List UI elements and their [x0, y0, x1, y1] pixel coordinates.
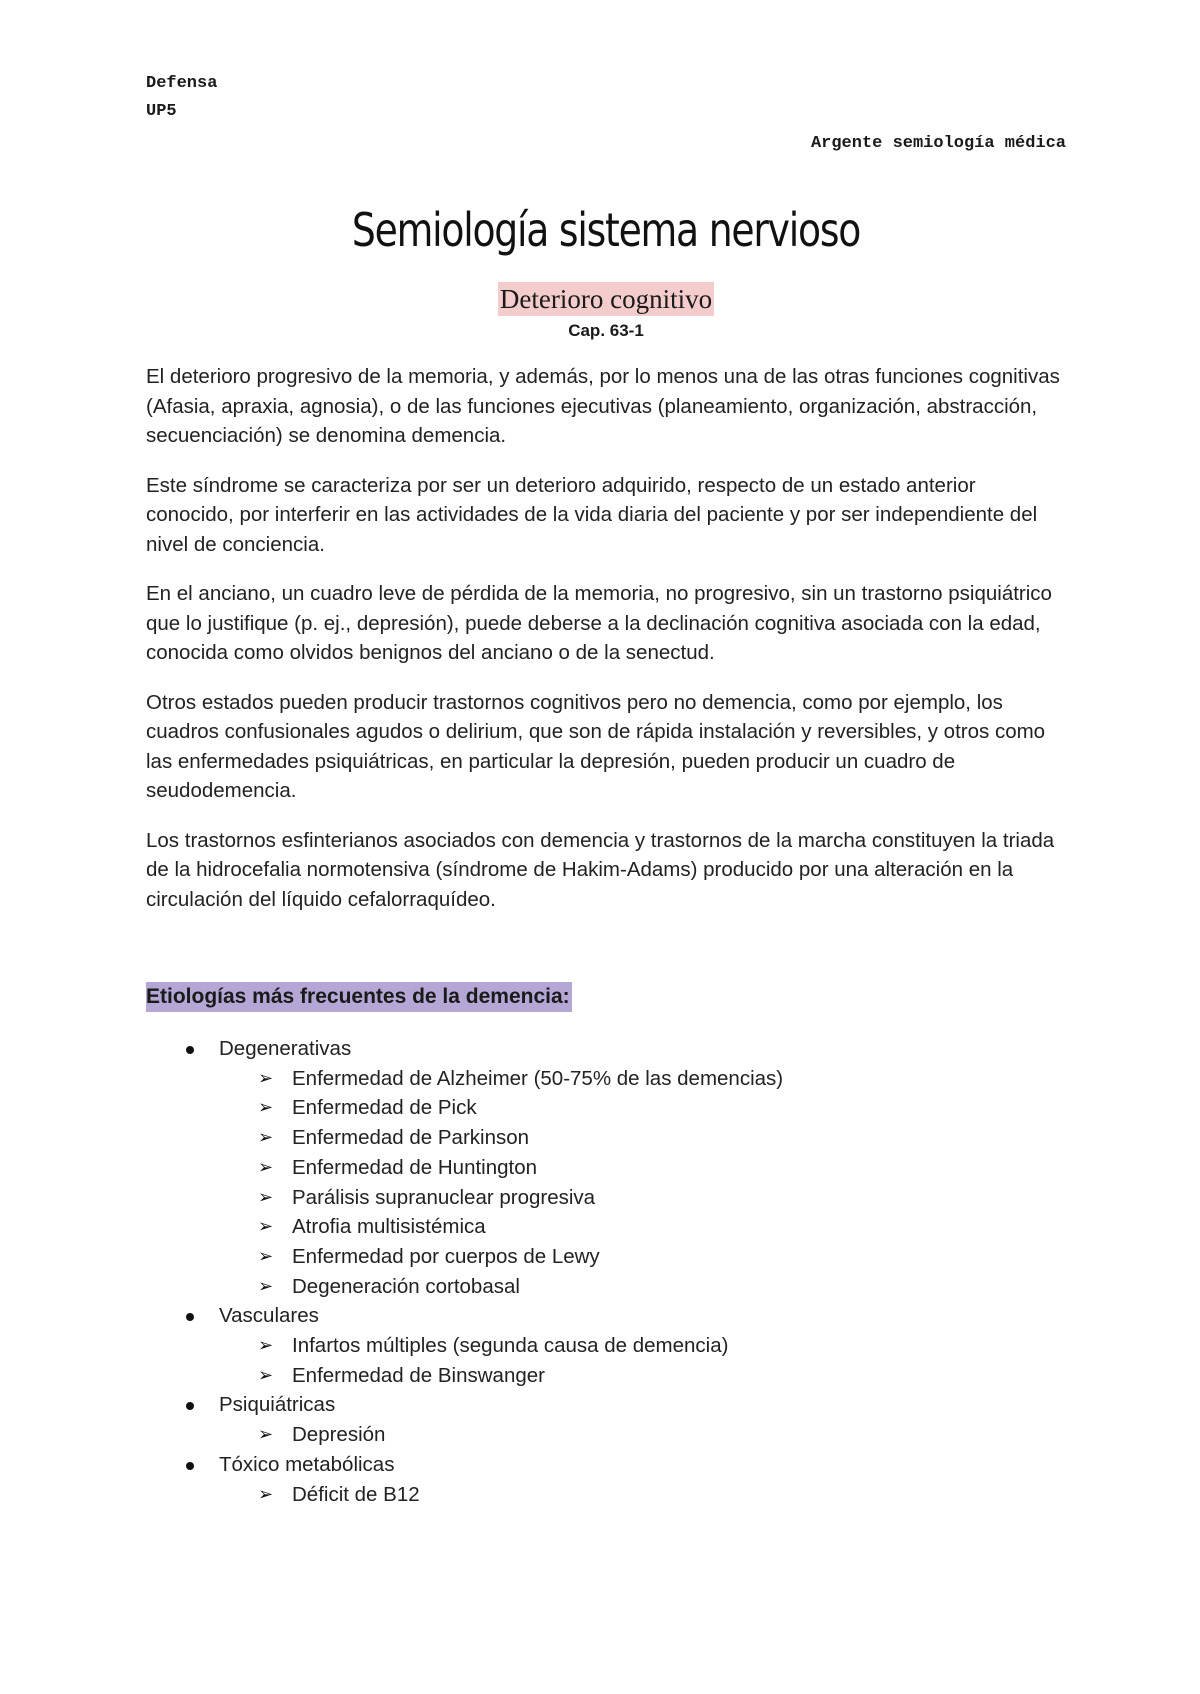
etiology-item [146, 1242, 1066, 1272]
chapter-reference: Cap. 63-1 [568, 321, 644, 340]
arrowhead-bullet-icon: ➢ [258, 1127, 274, 1149]
etiology-item-label: Enfermedad de Parkinson [292, 1126, 530, 1150]
arrowhead-bullet-icon: ➢ [258, 1067, 274, 1089]
etiology-item [146, 1183, 1066, 1213]
arrowhead-bullet-icon: ➢ [258, 1156, 274, 1178]
arrowhead-bullet-icon: ➢ [258, 1097, 274, 1119]
etiology-sublist [219, 1480, 1066, 1510]
filled-circle-bullet-icon [186, 1462, 194, 1470]
paragraph: En el anciano, un cuadro leve de pérdida de la memoria, no progresivo, sin un trastorno psiquiátrico que lo justifique (p. ej., depresión), puede deberse a la declinación cognitiva asociada con la edad, conocida como olvidos benignos del anciano o de la senectud. [146, 582, 1052, 664]
arrowhead-bullet-icon: ➢ [258, 1245, 274, 1267]
arrowhead-bullet-icon: ➢ [258, 1483, 274, 1505]
arrowhead-bullet-icon: ➢ [258, 1186, 274, 1208]
etiology-item-label: Infartos múltiples (segunda causa de demencia) [292, 1334, 729, 1358]
etiology-group-label: Tóxico metabólicas [219, 1452, 395, 1476]
etiology-item-label: Enfermedad de Pick [292, 1096, 477, 1120]
body-paragraphs [146, 362, 1066, 914]
etiology-item [146, 1480, 1066, 1510]
etiology-item-label: Enfermedad de Binswanger [292, 1363, 545, 1387]
etiology-item-label: Déficit de B12 [292, 1482, 420, 1506]
etiology-group [146, 1390, 1066, 1449]
etiology-heading: Etiologías más frecuentes de la demencia: [146, 982, 572, 1012]
etiology-item [146, 1212, 1066, 1242]
document-page [146, 70, 1066, 1509]
etiology-item [146, 1331, 1066, 1361]
etiology-list [146, 1034, 1066, 1509]
header-course: Defensa [146, 74, 218, 93]
arrowhead-bullet-icon: ➢ [258, 1275, 274, 1297]
etiology-heading-wrap [146, 982, 1066, 1012]
paragraph: El deterioro progresivo de la memoria, y además, por lo menos una de las otras funciones cognitivas (Afasia, apraxia, agnosia), o de las funciones ejecutivas (planeamiento, organización, abstracción, secuenciación) se denomina demencia. [146, 365, 1060, 447]
etiology-item-label: Enfermedad de Alzheimer (50-75% de las demencias) [292, 1066, 784, 1090]
arrowhead-bullet-icon: ➢ [258, 1216, 274, 1238]
etiology-item-label: Degeneración cortobasal [292, 1274, 520, 1298]
paragraph: Otros estados pueden producir trastornos cognitivos pero no demencia, como por ejemplo, los cuadros confusionales agudos o delirium, que son de rápida instalación y reversibles, y otros como las enfermedades psiquiátricas, en particular la depresión, pueden producir un cuadro de seudodemencia. [146, 690, 1046, 802]
etiology-group-label: Vasculares [219, 1304, 319, 1328]
etiology-item [146, 1123, 1066, 1153]
etiology-sublist [219, 1064, 1066, 1302]
etiology-group-label: Degenerativas [219, 1037, 352, 1060]
etiology-group [146, 1034, 1066, 1301]
etiology-item [146, 1093, 1066, 1123]
etiology-group [146, 1301, 1066, 1390]
etiology-item-label: Atrofia multisistémica [292, 1215, 486, 1239]
header-source: Argente semiología médica [810, 134, 1066, 153]
etiology-item [146, 1272, 1066, 1302]
etiology-item-label: Enfermedad por cuerpos de Lewy [292, 1244, 600, 1268]
etiology-group-label: Psiquiátricas [219, 1393, 336, 1417]
etiology-item [146, 1064, 1066, 1094]
etiology-sublist [219, 1420, 1066, 1450]
section-heading-wrap [146, 282, 1066, 316]
filled-circle-bullet-icon [186, 1046, 194, 1054]
paragraph: Los trastornos esfinterianos asociados con demencia y trastornos de la marcha constituyen la triada de la hidrocefalia normotensiva (síndrome de Hakim-Adams) producido por una alteración en la circulación del líquido cefalorraquídeo. [146, 828, 1055, 911]
document-title: Semiología sistema nervioso [351, 203, 861, 257]
header-unit: UP5 [146, 102, 177, 121]
arrowhead-bullet-icon: ➢ [258, 1424, 274, 1446]
etiology-item [146, 1361, 1066, 1391]
arrowhead-bullet-icon: ➢ [258, 1364, 274, 1386]
etiology-group [146, 1450, 1066, 1509]
etiology-item-label: Depresión [292, 1423, 386, 1447]
etiology-item [146, 1153, 1066, 1183]
paragraph: Este síndrome se caracteriza por ser un deterioro adquirido, respecto de un estado anterior conocido, por interferir en las actividades de la vida diaria del paciente y por ser independiente del nivel de conciencia. [146, 473, 1038, 556]
etiology-item [146, 1420, 1066, 1450]
filled-circle-bullet-icon [186, 1313, 194, 1321]
arrowhead-bullet-icon: ➢ [258, 1335, 274, 1357]
section-heading: Deterioro cognitivo [499, 284, 713, 314]
etiology-item-label: Enfermedad de Huntington [292, 1155, 538, 1179]
etiology-item-label: Parálisis supranuclear progresiva [292, 1185, 596, 1209]
etiology-sublist [219, 1331, 1066, 1390]
filled-circle-bullet-icon [186, 1402, 194, 1410]
